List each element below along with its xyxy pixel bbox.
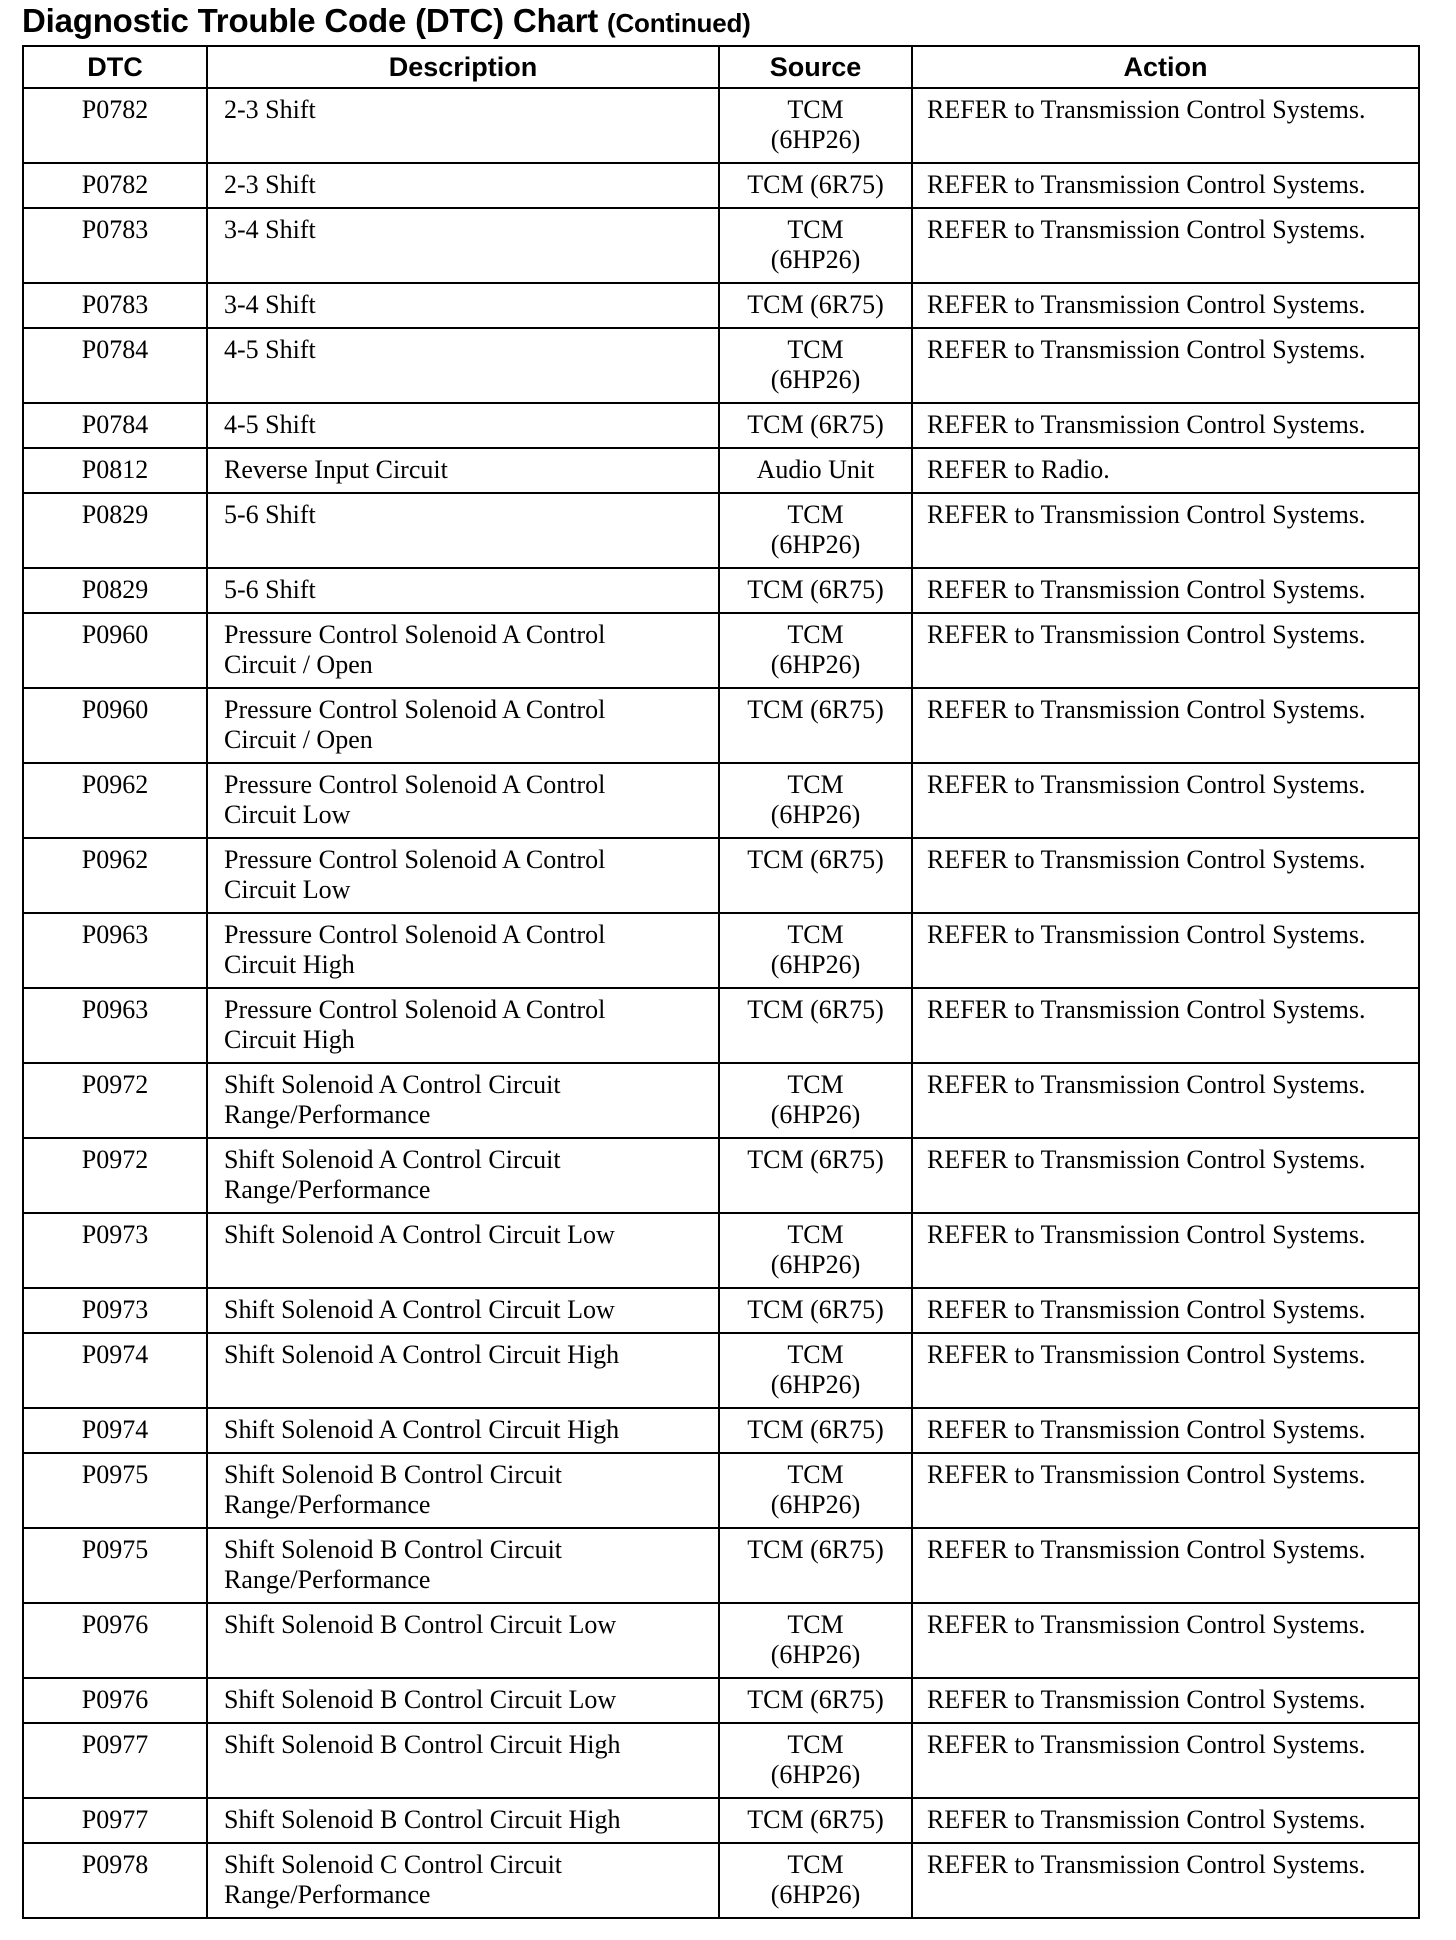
source-cell: [719, 1213, 912, 1288]
source-cell: [719, 163, 912, 208]
action-cell: REFER to Transmission Control Systems.: [912, 1528, 1419, 1603]
description-cell: [207, 88, 719, 163]
description-line-2: Circuit / Open: [224, 650, 373, 679]
description-cell: [207, 688, 719, 763]
source-cell: [719, 838, 912, 913]
source-line-2: (6HP26): [770, 1370, 861, 1399]
action-cell: REFER to Transmission Control Systems.: [912, 208, 1419, 283]
description-line-2: Range/Performance: [224, 1565, 431, 1594]
description-line-2: Range/Performance: [224, 1175, 431, 1204]
table-row: [23, 1843, 1419, 1918]
description-line-1: Pressure Control Solenoid A Control: [224, 770, 606, 799]
description-cell: [207, 403, 719, 448]
source-line-1: TCM: [787, 500, 844, 529]
description-line-1: 2-3 Shift: [224, 170, 316, 199]
dtc-code-cell: P0829: [23, 493, 207, 568]
source-line-2: (6HP26): [770, 530, 861, 559]
source-cell: [719, 613, 912, 688]
column-header-dtc: DTC: [23, 46, 207, 88]
description-line-1: Shift Solenoid A Control Circuit: [224, 1070, 561, 1099]
description-line-1: Shift Solenoid B Control Circuit: [224, 1535, 563, 1564]
action-cell: REFER to Transmission Control Systems.: [912, 763, 1419, 838]
dtc-code-cell: P0812: [23, 448, 207, 493]
source-cell: [719, 988, 912, 1063]
action-cell: REFER to Transmission Control Systems.: [912, 988, 1419, 1063]
action-cell: REFER to Transmission Control Systems.: [912, 1453, 1419, 1528]
dtc-code-cell: P0962: [23, 763, 207, 838]
table-row: [23, 208, 1419, 283]
dtc-code-cell: P0782: [23, 88, 207, 163]
source-cell: [719, 448, 912, 493]
dtc-code-cell: P0960: [23, 688, 207, 763]
source-line-2: (6HP26): [770, 650, 861, 679]
table-row: [23, 688, 1419, 763]
source-cell: [719, 1603, 912, 1678]
source-line-1: TCM (6R75): [747, 290, 884, 319]
dtc-code-cell: P0978: [23, 1843, 207, 1918]
description-line-1: Shift Solenoid A Control Circuit Low: [224, 1220, 615, 1249]
source-cell: [719, 1528, 912, 1603]
action-cell: REFER to Transmission Control Systems.: [912, 568, 1419, 613]
table-header-row: [23, 46, 1419, 88]
source-line-1: TCM: [787, 920, 844, 949]
description-line-1: Shift Solenoid B Control Circuit High: [224, 1730, 621, 1759]
dtc-code-cell: P0976: [23, 1603, 207, 1678]
table-row: [23, 328, 1419, 403]
source-line-1: TCM: [787, 1070, 844, 1099]
dtc-code-cell: P0963: [23, 913, 207, 988]
description-cell: [207, 1723, 719, 1798]
source-cell: [719, 1678, 912, 1723]
description-line-1: Shift Solenoid B Control Circuit Low: [224, 1610, 617, 1639]
description-cell: [207, 163, 719, 208]
dtc-code-cell: P0784: [23, 403, 207, 448]
source-cell: [719, 493, 912, 568]
description-line-1: Shift Solenoid B Control Circuit Low: [224, 1685, 617, 1714]
source-line-2: (6HP26): [770, 950, 861, 979]
table-row: [23, 838, 1419, 913]
table-row: [23, 283, 1419, 328]
description-line-1: 4-5 Shift: [224, 335, 316, 364]
source-cell: [719, 1138, 912, 1213]
description-line-2: Circuit Low: [224, 800, 351, 829]
dtc-code-cell: P0784: [23, 328, 207, 403]
action-cell: REFER to Transmission Control Systems.: [912, 613, 1419, 688]
action-cell: REFER to Transmission Control Systems.: [912, 1678, 1419, 1723]
source-line-2: (6HP26): [770, 365, 861, 394]
source-line-1: TCM (6R75): [747, 1535, 884, 1564]
dtc-code-cell: P0783: [23, 283, 207, 328]
source-line-1: Audio Unit: [756, 455, 875, 484]
table-row: [23, 1678, 1419, 1723]
description-cell: [207, 913, 719, 988]
table-row: [23, 1213, 1419, 1288]
source-line-1: TCM (6R75): [747, 1685, 884, 1714]
description-cell: [207, 763, 719, 838]
action-cell: REFER to Transmission Control Systems.: [912, 1843, 1419, 1918]
source-line-2: (6HP26): [770, 1100, 861, 1129]
dtc-code-cell: P0829: [23, 568, 207, 613]
table-row: [23, 1408, 1419, 1453]
description-cell: [207, 1453, 719, 1528]
dtc-code-cell: P0974: [23, 1333, 207, 1408]
source-cell: [719, 403, 912, 448]
dtc-code-cell: P0976: [23, 1678, 207, 1723]
description-line-1: Pressure Control Solenoid A Control: [224, 845, 606, 874]
table-row: [23, 1603, 1419, 1678]
source-line-1: TCM (6R75): [747, 1805, 884, 1834]
table-row: [23, 1723, 1419, 1798]
title-main: Diagnostic Trouble Code (DTC) Chart: [22, 2, 599, 39]
description-line-1: Pressure Control Solenoid A Control: [224, 920, 606, 949]
source-line-1: TCM (6R75): [747, 995, 884, 1024]
description-line-2: Circuit High: [224, 950, 355, 979]
page-title: [22, 2, 751, 40]
dtc-code-cell: P0962: [23, 838, 207, 913]
source-line-1: TCM: [787, 335, 844, 364]
description-line-1: Shift Solenoid B Control Circuit: [224, 1460, 563, 1489]
description-line-1: 3-4 Shift: [224, 290, 316, 319]
description-line-1: Shift Solenoid A Control Circuit Low: [224, 1295, 615, 1324]
dtc-code-cell: P0975: [23, 1528, 207, 1603]
action-cell: REFER to Transmission Control Systems.: [912, 163, 1419, 208]
action-cell: REFER to Radio.: [912, 448, 1419, 493]
description-line-1: Reverse Input Circuit: [224, 455, 448, 484]
source-cell: [719, 328, 912, 403]
description-cell: [207, 1678, 719, 1723]
dtc-code-cell: P0973: [23, 1213, 207, 1288]
description-cell: [207, 448, 719, 493]
table-row: [23, 1528, 1419, 1603]
action-cell: REFER to Transmission Control Systems.: [912, 283, 1419, 328]
source-line-1: TCM: [787, 1730, 844, 1759]
source-line-2: (6HP26): [770, 1760, 861, 1789]
source-cell: [719, 1063, 912, 1138]
source-line-1: TCM (6R75): [747, 410, 884, 439]
description-line-1: Shift Solenoid A Control Circuit High: [224, 1415, 620, 1444]
table-row: [23, 163, 1419, 208]
source-line-1: TCM: [787, 1610, 844, 1639]
source-line-1: TCM (6R75): [747, 1295, 884, 1324]
source-line-1: TCM: [787, 95, 844, 124]
table-row: [23, 1063, 1419, 1138]
action-cell: REFER to Transmission Control Systems.: [912, 493, 1419, 568]
source-line-1: TCM (6R75): [747, 575, 884, 604]
source-cell: [719, 1408, 912, 1453]
source-line-1: TCM: [787, 1340, 844, 1369]
table-row: [23, 493, 1419, 568]
description-cell: [207, 493, 719, 568]
source-cell: [719, 88, 912, 163]
source-cell: [719, 763, 912, 838]
dtc-code-cell: P0963: [23, 988, 207, 1063]
description-cell: [207, 1843, 719, 1918]
description-cell: [207, 1333, 719, 1408]
description-line-1: 5-6 Shift: [224, 575, 316, 604]
source-line-2: (6HP26): [770, 1490, 861, 1519]
action-cell: REFER to Transmission Control Systems.: [912, 1138, 1419, 1213]
description-cell: [207, 613, 719, 688]
description-line-2: Circuit Low: [224, 875, 351, 904]
dtc-code-cell: P0973: [23, 1288, 207, 1333]
description-line-1: 2-3 Shift: [224, 95, 316, 124]
description-line-1: Shift Solenoid A Control Circuit: [224, 1145, 561, 1174]
action-cell: REFER to Transmission Control Systems.: [912, 403, 1419, 448]
table-row: [23, 613, 1419, 688]
action-cell: REFER to Transmission Control Systems.: [912, 688, 1419, 763]
column-header-source: Source: [719, 46, 912, 88]
dtc-code-cell: P0977: [23, 1723, 207, 1798]
description-line-1: Shift Solenoid B Control Circuit High: [224, 1805, 621, 1834]
source-line-2: (6HP26): [770, 1250, 861, 1279]
description-cell: [207, 283, 719, 328]
source-line-2: (6HP26): [770, 125, 861, 154]
source-line-2: (6HP26): [770, 245, 861, 274]
description-line-1: Shift Solenoid A Control Circuit High: [224, 1340, 620, 1369]
description-cell: [207, 1528, 719, 1603]
source-cell: [719, 568, 912, 613]
table-row: [23, 913, 1419, 988]
source-line-1: TCM (6R75): [747, 1415, 884, 1444]
column-header-description: Description: [207, 46, 719, 88]
action-cell: REFER to Transmission Control Systems.: [912, 1333, 1419, 1408]
table-row: [23, 403, 1419, 448]
column-header-action: Action: [912, 46, 1419, 88]
table-row: [23, 448, 1419, 493]
table-row: [23, 1453, 1419, 1528]
action-cell: REFER to Transmission Control Systems.: [912, 1213, 1419, 1288]
source-cell: [719, 1843, 912, 1918]
source-line-1: TCM (6R75): [747, 1145, 884, 1174]
table-row: [23, 88, 1419, 163]
description-cell: [207, 1213, 719, 1288]
description-line-2: Range/Performance: [224, 1880, 431, 1909]
source-line-1: TCM (6R75): [747, 695, 884, 724]
dtc-code-cell: P0972: [23, 1063, 207, 1138]
action-cell: REFER to Transmission Control Systems.: [912, 1603, 1419, 1678]
table-row: [23, 1333, 1419, 1408]
dtc-code-cell: P0975: [23, 1453, 207, 1528]
source-line-1: TCM: [787, 1850, 844, 1879]
source-line-1: TCM (6R75): [747, 170, 884, 199]
description-cell: [207, 1408, 719, 1453]
dtc-code-cell: P0960: [23, 613, 207, 688]
description-line-1: Pressure Control Solenoid A Control: [224, 695, 606, 724]
dtc-code-cell: P0783: [23, 208, 207, 283]
dtc-code-cell: P0972: [23, 1138, 207, 1213]
source-cell: [719, 1453, 912, 1528]
source-cell: [719, 688, 912, 763]
action-cell: REFER to Transmission Control Systems.: [912, 838, 1419, 913]
table-row: [23, 568, 1419, 613]
description-cell: [207, 1798, 719, 1843]
source-cell: [719, 913, 912, 988]
dtc-code-cell: P0977: [23, 1798, 207, 1843]
description-line-2: Range/Performance: [224, 1490, 431, 1519]
action-cell: REFER to Transmission Control Systems.: [912, 1063, 1419, 1138]
action-cell: REFER to Transmission Control Systems.: [912, 1798, 1419, 1843]
description-line-1: 4-5 Shift: [224, 410, 316, 439]
source-line-2: (6HP26): [770, 1880, 861, 1909]
source-line-2: (6HP26): [770, 800, 861, 829]
source-line-1: TCM: [787, 215, 844, 244]
table-row: [23, 1138, 1419, 1213]
description-cell: [207, 838, 719, 913]
source-line-1: TCM: [787, 1460, 844, 1489]
action-cell: REFER to Transmission Control Systems.: [912, 913, 1419, 988]
table-row: [23, 1798, 1419, 1843]
table-row: [23, 988, 1419, 1063]
description-line-2: Circuit / Open: [224, 725, 373, 754]
source-line-1: TCM: [787, 1220, 844, 1249]
description-cell: [207, 208, 719, 283]
source-cell: [719, 1798, 912, 1843]
description-line-1: Pressure Control Solenoid A Control: [224, 620, 606, 649]
table-row: [23, 763, 1419, 838]
action-cell: REFER to Transmission Control Systems.: [912, 1288, 1419, 1333]
source-cell: [719, 1723, 912, 1798]
description-cell: [207, 988, 719, 1063]
dtc-code-cell: P0974: [23, 1408, 207, 1453]
source-cell: [719, 1288, 912, 1333]
description-cell: [207, 568, 719, 613]
description-cell: [207, 1288, 719, 1333]
dtc-table: [22, 45, 1420, 1919]
source-cell: [719, 283, 912, 328]
description-line-2: Circuit High: [224, 1025, 355, 1054]
table-body: [23, 88, 1419, 1918]
description-cell: [207, 1603, 719, 1678]
action-cell: REFER to Transmission Control Systems.: [912, 88, 1419, 163]
description-line-2: Range/Performance: [224, 1100, 431, 1129]
source-line-1: TCM: [787, 770, 844, 799]
dtc-code-cell: P0782: [23, 163, 207, 208]
source-line-1: TCM: [787, 620, 844, 649]
action-cell: REFER to Transmission Control Systems.: [912, 328, 1419, 403]
source-cell: [719, 208, 912, 283]
description-cell: [207, 1063, 719, 1138]
description-cell: [207, 1138, 719, 1213]
description-cell: [207, 328, 719, 403]
title-suffix: (Continued): [606, 8, 751, 38]
source-line-1: TCM (6R75): [747, 845, 884, 874]
table-row: [23, 1288, 1419, 1333]
source-cell: [719, 1333, 912, 1408]
description-line-1: Pressure Control Solenoid A Control: [224, 995, 606, 1024]
description-line-1: Shift Solenoid C Control Circuit: [224, 1850, 563, 1879]
description-line-1: 3-4 Shift: [224, 215, 316, 244]
description-line-1: 5-6 Shift: [224, 500, 316, 529]
action-cell: REFER to Transmission Control Systems.: [912, 1723, 1419, 1798]
source-line-2: (6HP26): [770, 1640, 861, 1669]
action-cell: REFER to Transmission Control Systems.: [912, 1408, 1419, 1453]
